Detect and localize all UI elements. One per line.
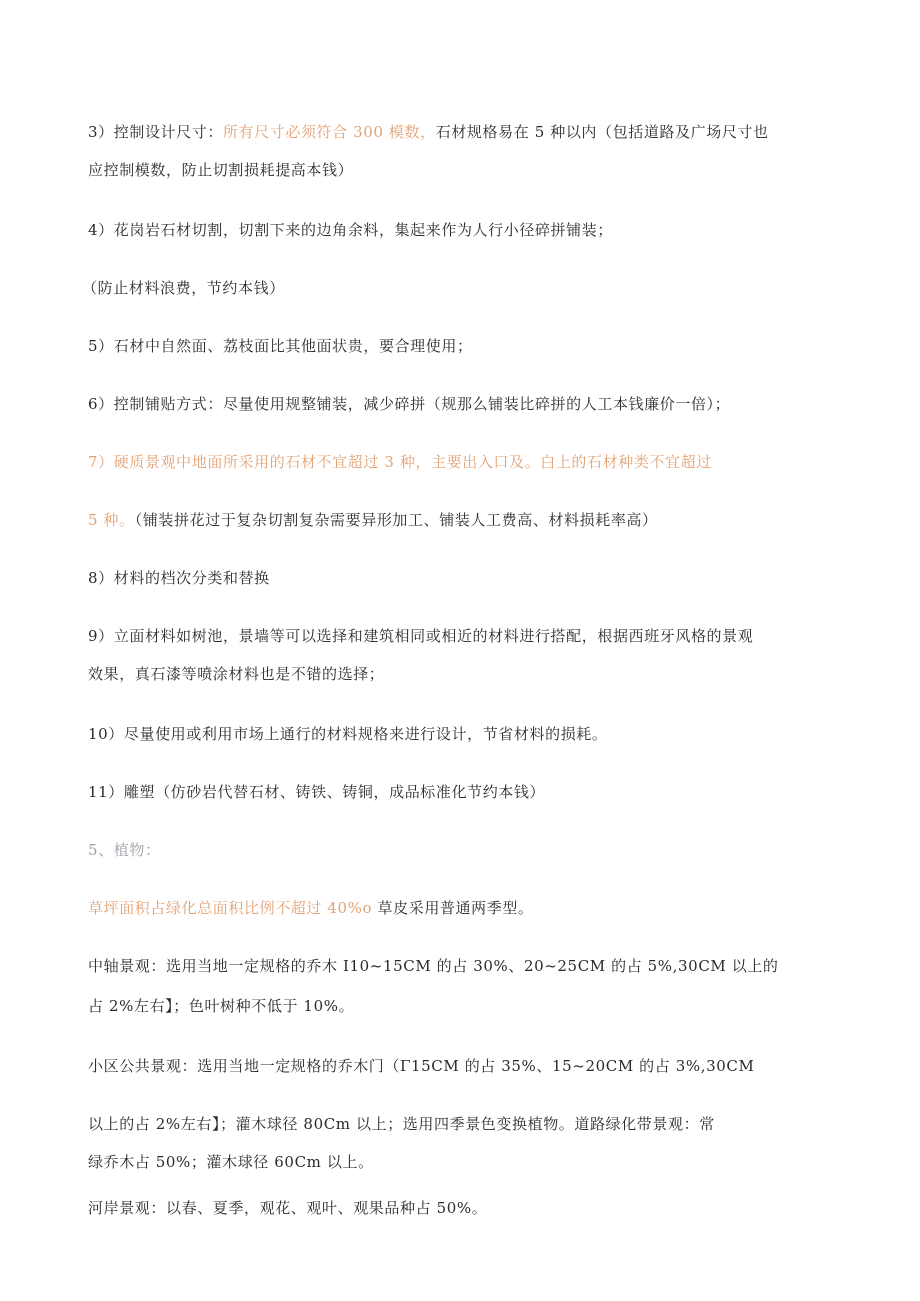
text-segment: 中轴景观：选用当地一定规格的乔木 I10~15CM 的占 30%、20~25CM 的占 5%,30CM 以上的 (88, 957, 779, 975)
paragraph-line (88, 626, 753, 646)
text-segment: （铺装拼花过于复杂切割复杂需要异形加工、铺装人工费高、材料损耗率高） (134, 511, 658, 529)
text-segment: （防止材料浪费，节约本钱） (82, 279, 285, 297)
text-segment: 10）尽量使用或利用市场上通行的材料规格来进行设计，节省材料的损耗。 (88, 725, 608, 743)
text-segment: 绿乔木占 50%；灌木球径 60Cm 以上。 (88, 1153, 374, 1171)
text-segment: 以上的占 2%左右】；灌木球径 80Cm 以上；选用四季景色变换植物。道路绿化带景观：常 (88, 1115, 715, 1133)
highlighted-text: 草坪面积占绿化总面积比例不超过 40%o (88, 899, 378, 917)
paragraph-line (88, 452, 712, 472)
text-segment: 应控制模数，防止切割损耗提高本钱） (88, 161, 354, 179)
paragraph-line (88, 1056, 754, 1076)
text-segment: 石材规格易在 5 种以内（包括道路及广场尺寸也 (435, 123, 769, 141)
section-heading (88, 840, 161, 860)
paragraph-line (88, 220, 613, 240)
paragraph-line (88, 996, 354, 1016)
paragraph-line (88, 1152, 374, 1172)
text-segment: 小区公共景观：选用当地一定规格的乔木门（Γ15CM 的占 35%、15~20CM 的占 3%,30CM (88, 1057, 755, 1075)
highlighted-text: 所有尺寸必须符合 300 模数， (222, 123, 436, 141)
text-segment: 草皮采用普通两季型。 (377, 899, 534, 917)
text-segment: 5）石材中自然面、荔枝面比其他面状贵，要合理使用； (88, 337, 473, 355)
paragraph-line (88, 664, 384, 684)
text-segment: 占 2%左右】；色叶树种不低于 10%。 (88, 997, 355, 1015)
text-segment: 9）立面材料如树池，景墙等可以选择和建筑相同或相近的材料进行搭配，根据西班牙风格的景观 (88, 627, 754, 645)
paragraph-line (88, 1198, 487, 1218)
paragraph-line (88, 956, 779, 976)
paragraph-line (88, 122, 769, 142)
paragraph-line (88, 1114, 715, 1134)
text-segment: 11）雕塑（仿砂岩代替石材、铸铁、铸铜，成品标准化节约本钱） (88, 783, 546, 801)
section-heading-text: 5、植物： (88, 841, 161, 859)
paragraph-line (88, 394, 730, 414)
text-segment: 8）材料的档次分类和替换 (88, 569, 270, 587)
text-segment: 效果，真石漆等喷涂材料也是不错的选择； (88, 665, 385, 683)
paragraph-line (88, 568, 270, 588)
text-segment: 4）花岗岩石材切割，切割下来的边角余料，集起来作为人行小径碎拼铺装； (88, 221, 613, 239)
paragraph-line (88, 510, 658, 530)
paragraph-line (88, 160, 353, 180)
text-segment: 6）控制铺贴方式：尽量使用规整铺装，减少碎拼（规那么铺装比碎拼的人工本钱廉价一倍）； (88, 395, 731, 413)
text-segment: 河岸景观：以春、夏季，观花、观叶、观果品种占 50%。 (88, 1199, 488, 1217)
paragraph-line (88, 336, 473, 356)
paragraph-line (88, 724, 608, 744)
highlighted-text: 7）硬质景观中地面所采用的石材不宜超过 3 种，主要出入口及。白上的石材种类不宜超过 (88, 453, 712, 471)
text-segment: 3）控制设计尺寸： (88, 123, 223, 141)
paragraph-line (88, 782, 545, 802)
paragraph-line (88, 898, 534, 918)
highlighted-text: 5 种。 (88, 511, 135, 529)
paragraph-line (82, 278, 285, 298)
